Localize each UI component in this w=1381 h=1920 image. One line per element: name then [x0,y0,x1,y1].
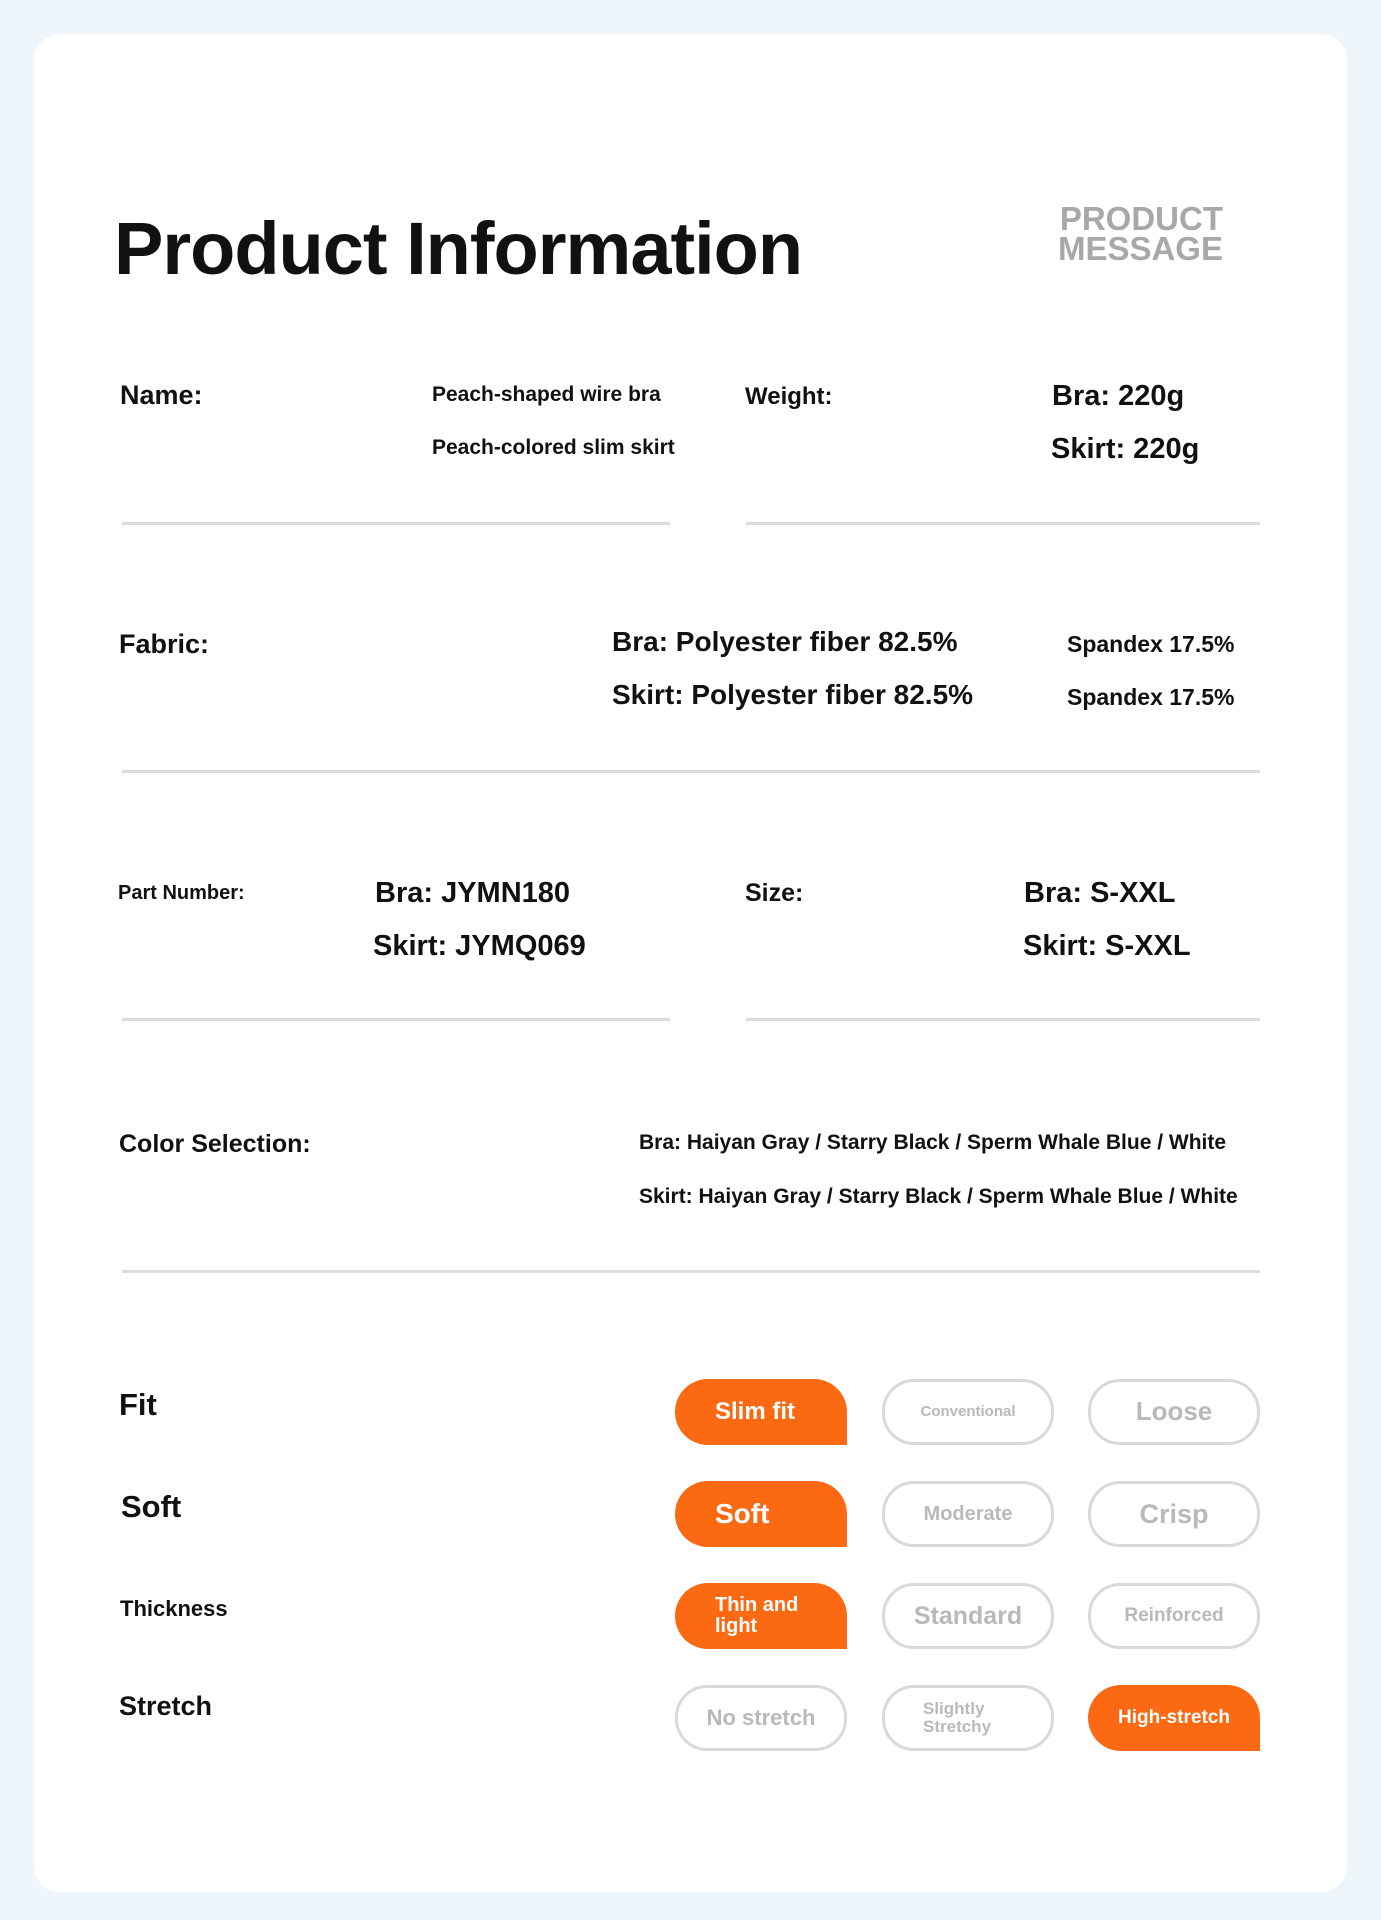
fit-option-conventional[interactable]: Conventional [882,1379,1054,1445]
badge-line-2: MESSAGE [1057,230,1223,267]
divider [122,1270,1260,1273]
name-value-skirt: Peach-colored slim skirt [432,436,675,459]
name-label: Name: [120,380,203,410]
fabric-skirt-extra: Spandex 17.5% [1067,684,1235,710]
fabric-bra-extra: Spandex 17.5% [1067,631,1235,657]
color-selection-label: Color Selection: [119,1130,311,1158]
size-bra: Bra: S-XXL [1024,877,1176,909]
color-bra: Bra: Haiyan Gray / Starry Black / Sperm Whale Blue / White [639,1131,1227,1154]
size-skirt: Skirt: S-XXL [1023,930,1191,962]
part-number-label: Part Number: [118,882,245,904]
thickness-option-thin-and-light[interactable]: Thin and light [675,1583,847,1649]
stretch-option-high-stretch[interactable]: High-stretch [1088,1685,1260,1751]
fabric-skirt-main: Skirt: Polyester fiber 82.5% [612,679,974,710]
weight-value-bra: Bra: 220g [1052,380,1185,412]
fit-option-loose[interactable]: Loose [1088,1379,1260,1445]
color-skirt: Skirt: Haiyan Gray / Starry Black / Sperm Whale Blue / White [639,1185,1238,1208]
stretch-option-no-stretch[interactable]: No stretch [675,1685,847,1751]
badge-line-1: PRODUCT [1059,200,1223,237]
part-number-skirt: Skirt: JYMQ069 [373,930,586,962]
thickness-option-reinforced[interactable]: Reinforced [1088,1583,1260,1649]
part-number-bra: Bra: JYMN180 [375,877,571,909]
name-value-bra: Peach-shaped wire bra [432,383,661,406]
soft-option-crisp[interactable]: Crisp [1088,1481,1260,1547]
soft-label: Soft [121,1489,182,1524]
weight-value-skirt: Skirt: 220g [1051,433,1200,465]
product-info-card [34,34,1347,1892]
size-label: Size: [745,879,804,907]
fit-label: Fit [119,1387,157,1422]
stretch-label: Stretch [119,1691,213,1721]
divider [122,1018,670,1021]
soft-option-soft[interactable]: Soft [675,1481,847,1547]
divider [122,522,670,525]
product-message-badge [1057,200,1223,267]
divider [746,522,1260,525]
fabric-label: Fabric: [119,629,210,659]
stretch-option-slightly-stretchy[interactable]: Slightly Stretchy [882,1685,1054,1751]
fit-option-slim-fit[interactable]: Slim fit [675,1379,847,1445]
fabric-bra-main: Bra: Polyester fiber 82.5% [612,626,958,657]
divider [746,1018,1260,1021]
thickness-option-standard[interactable]: Standard [882,1583,1054,1649]
divider [122,770,1260,773]
thickness-label: Thickness [120,1596,228,1621]
soft-option-moderate[interactable]: Moderate [882,1481,1054,1547]
weight-label: Weight: [745,383,833,410]
page-title: Product Information [114,207,803,290]
